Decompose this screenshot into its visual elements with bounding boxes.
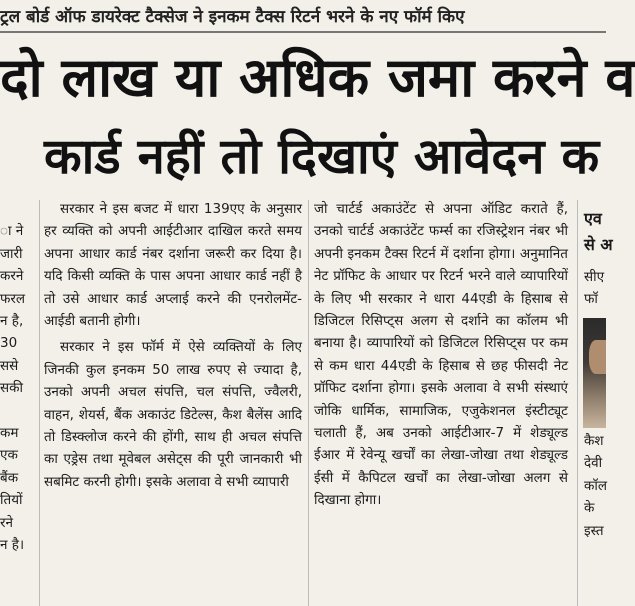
- left-fragment-line: बैंक: [0, 469, 19, 486]
- left-fragment-line: कम: [0, 425, 19, 442]
- side-headline-line: एव: [584, 209, 602, 228]
- right-column-fragment-lower: [584, 430, 606, 542]
- left-fragment-line: ा ने: [0, 223, 24, 240]
- right-fragment-line: कैश: [584, 433, 604, 449]
- left-fragment-line: न है।: [0, 537, 25, 554]
- main-headline-line-2: कार्ड नहीं तो दिखाएं आवेदन क: [44, 128, 600, 185]
- side-story-headline: [584, 206, 613, 266]
- divider-rule: [0, 31, 606, 33]
- right-fragment-line: फॉ: [584, 291, 598, 308]
- column-separator: [308, 200, 309, 606]
- article-paragraph: जो चार्टर्ड अकाउंटेंट से अपना ऑडिट कराते हैं, उनको चार्टर्ड अकाउंटेंट फर्म्स का रजिस्ट्रेशन नंबर भी अपनी इनकम टैक्स रिटर्न में दर्शाना होगा। अनुमानित नेट प्रॉफिट के आधार पर रिटर्न भरने वाले व्यापारियों के लिए भी सरकार ने धारा 44एडी के हिसाब से डिजिटल रिसिप्ट्स अलग से दर्शाने का कॉलम भी बनाया है। व्यापारियों को डिजिटल रिसिप्ट्स पर कम से कम धारा 44एडी के हिसाब से छह फीसदी नेट प्रॉफिट दर्शाना होगा। इसके अलावा वे सभी संस्थाएं जोकि धार्मिक, सामाजिक, एजुकेशनल इंस्टीट्यूट चलाती हैं, अब उनको आईटीआर-7 में शेड्यूल्ड ईआर में रेवेन्यू खर्चों का लेखा-जोखा तथा शेड्यूल्ड ईसी में कैपिटल खर्चों का लेखा-जोखा अलग से दिखाना होगा।: [314, 201, 568, 509]
- article-paragraph: सरकार ने इस बजट में धारा 139एए के अनुसार हर व्यक्ति को अपनी आईटीआर दाखिल करते समय अपना आधार कार्ड नंबर दर्शाना जरूरी कर दिया है। यदि किसी व्यक्ति के पास अपना आधार कार्ड नहीं है तो उसे आधार कार्ड अप्लाई करने की एनरोलमेंट-आईडी बतानी होगी।: [44, 201, 302, 330]
- left-fragment-line: रने: [0, 514, 14, 531]
- column-separator: [39, 200, 40, 606]
- article-column-a: [44, 198, 302, 493]
- left-fragment-line: 30: [0, 335, 18, 352]
- article-paragraph: सरकार ने इस फॉर्म में ऐसे व्यक्तियों के लिए जिनकी कुल इनकम 50 लाख रुपए से ज्यादा है, उनको अपनी अचल संपत्ति, चल संपत्ति, ज्वैलरी, वाहन, शेयर्स, बैंक अकाउंट डिटेल्स, कैश बैलेंस आदि तो डिस्क्लोज करने की होंगी, साथ ही अचल संपत्ति का एड्रेस तथा मूवेबल असेट्स की पूरी जानकारी भी सबमिट करनी होगी। इसके अलावा वे सभी व्यापारी: [44, 339, 302, 490]
- left-fragment-line: [0, 400, 34, 422]
- right-fragment-line: सीए: [584, 269, 605, 285]
- left-fragment-line: एक: [0, 447, 18, 464]
- left-column-fragment: [0, 198, 34, 557]
- article-column-b: [314, 198, 568, 512]
- left-fragment-line: करने: [0, 268, 24, 285]
- right-fragment-line: कॉल: [584, 477, 608, 494]
- left-fragment-line: सकी: [0, 380, 23, 397]
- right-fragment-line: इस्त: [584, 522, 604, 539]
- left-fragment-line: ससे: [0, 357, 19, 374]
- left-fragment-line: न है,: [0, 313, 24, 330]
- right-fragment-line: के: [584, 500, 595, 517]
- side-headline-line: से अ: [584, 235, 613, 254]
- kicker-headline: ट्रल बोर्ड ऑफ डायरेक्ट टैक्सेज ने इनकम टैक्स रिटर्न भरने के नए फॉर्म किए: [0, 7, 465, 27]
- right-fragment-line: देवी: [584, 455, 603, 472]
- left-fragment-line: [0, 198, 34, 220]
- photo-person-face: [589, 340, 606, 374]
- column-separator: [577, 200, 578, 606]
- left-fragment-line: फरल: [0, 290, 26, 307]
- left-fragment-line: तियों: [0, 492, 23, 509]
- left-fragment-line: जारी: [0, 245, 23, 262]
- main-headline-line-1: दो लाख या अधिक जमा करने व: [0, 46, 635, 109]
- right-column-fragment: [584, 266, 606, 311]
